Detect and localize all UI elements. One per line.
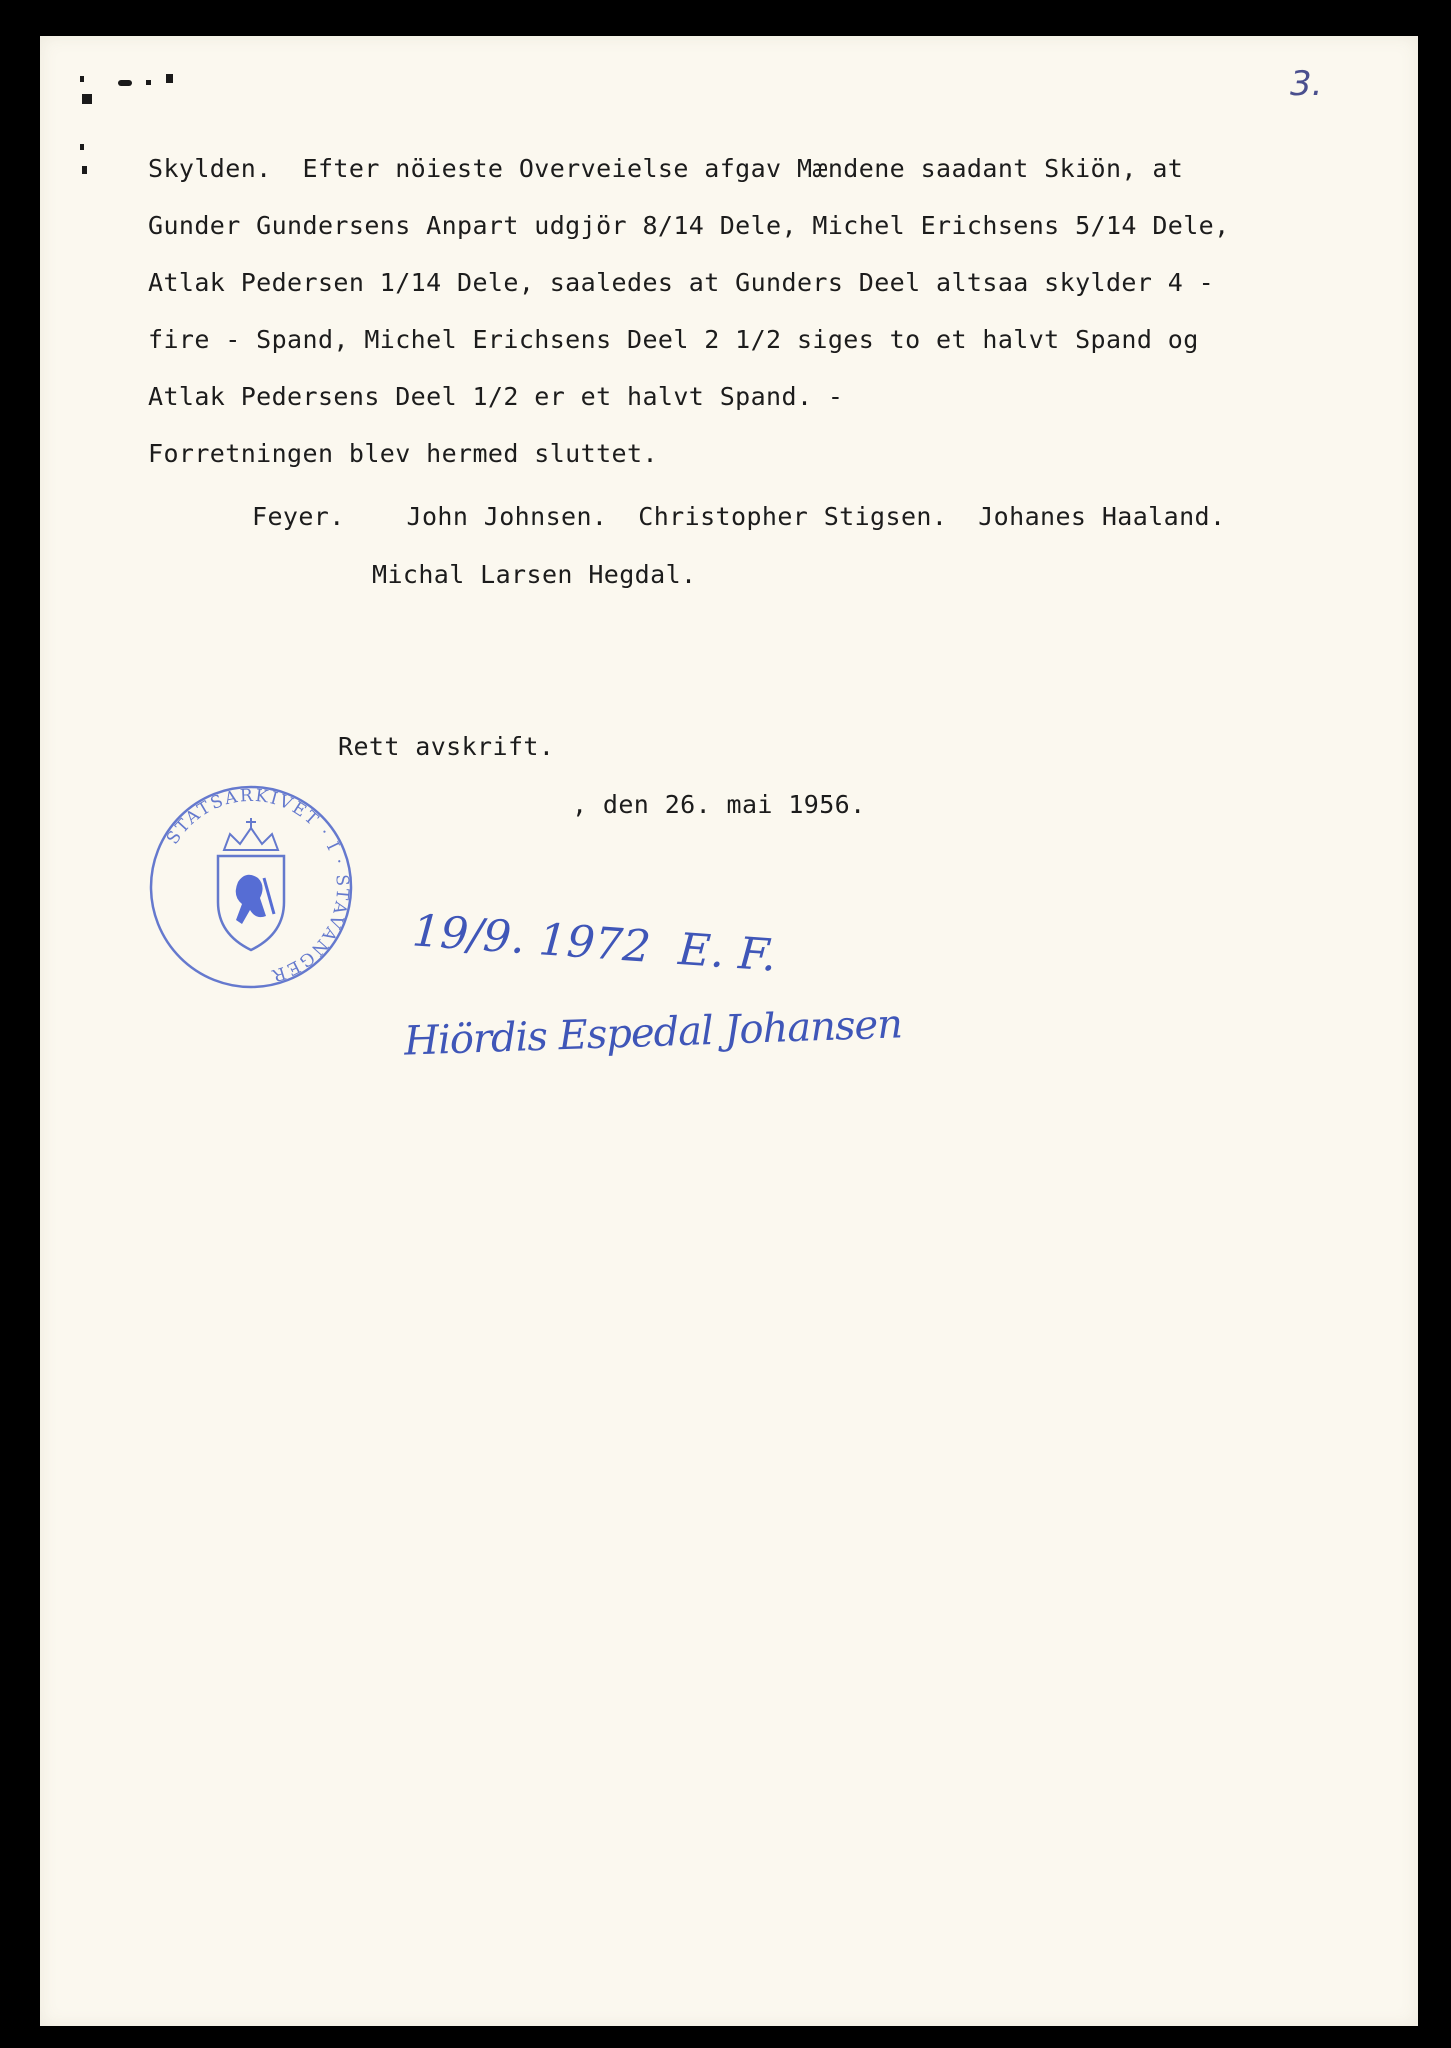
body-line: Forretningen blev hermed sluttet. — [148, 439, 658, 468]
signatures-line-1: Feyer. John Johnsen. Christopher Stigsen. Johanes Haaland. — [252, 502, 1226, 531]
stamp-text: STATSARKIVET · I · STAVANGER — [162, 785, 353, 986]
punch-mark — [80, 76, 84, 82]
certification-label: Rett avskrift. — [338, 732, 555, 761]
body-line: Gunder Gundersens Anpart udgjör 8/14 Dele, Michel Erichsens 5/14 Dele, — [148, 211, 1230, 240]
body-line: Atlak Pedersen 1/14 Dele, saaledes at Gunders Deel altsaa skylder 4 - — [148, 268, 1215, 297]
punch-mark — [146, 80, 151, 85]
handwritten-date-initials: 19/9. 1972 E. F. — [410, 905, 778, 982]
page-number: 3. — [1290, 64, 1323, 104]
body-text — [148, 140, 1368, 482]
punch-mark — [118, 80, 132, 86]
certification-date: , den 26. mai 1956. — [572, 790, 866, 819]
body-line: Atlak Pedersens Deel 1/2 er et halvt Spand. - — [148, 382, 844, 411]
archive-stamp — [146, 782, 356, 992]
punch-mark — [80, 144, 84, 150]
punch-mark — [166, 74, 173, 83]
handwritten-signature: Hiördis Espedal Johansen — [403, 1001, 903, 1065]
punch-mark — [82, 94, 92, 104]
signatures-line-2: Michal Larsen Hegdal. — [372, 560, 697, 589]
norwegian-coat-of-arms-icon — [218, 818, 284, 950]
body-line: Skylden. Efter nöieste Overveielse afgav Mændene saadant Skiön, at — [148, 154, 1184, 183]
body-line: fire - Spand, Michel Erichsens Deel 2 1/2 siges to et halvt Spand og — [148, 325, 1199, 354]
punch-mark — [82, 166, 87, 174]
